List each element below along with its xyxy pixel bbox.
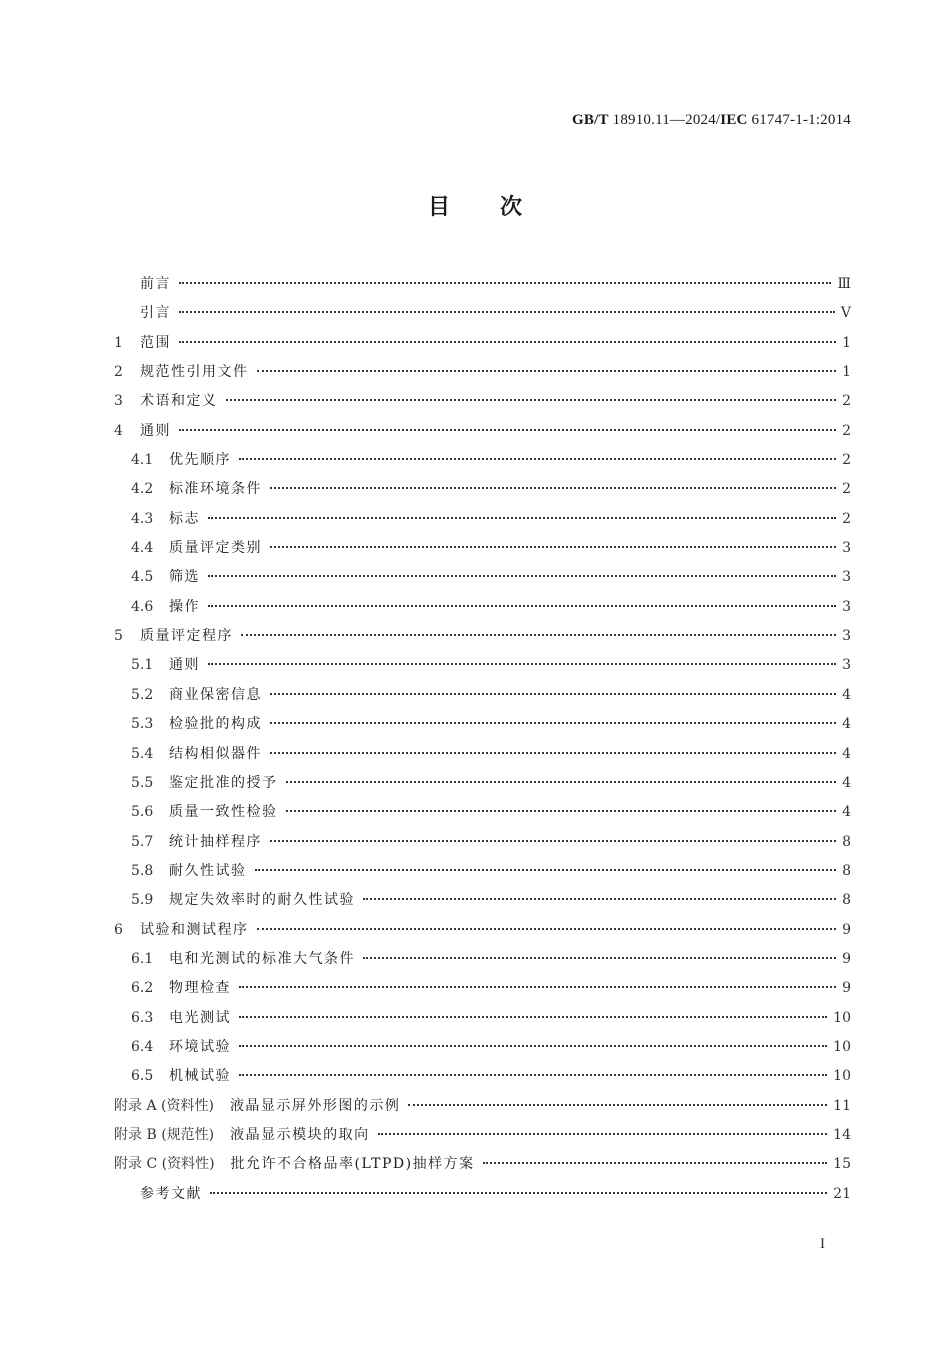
toc-entry-label: 前言 xyxy=(140,276,171,292)
toc-entry-page: 8 xyxy=(842,833,851,850)
toc-entry-label: 质量一致性检验 xyxy=(169,804,278,821)
toc-dot-leader xyxy=(270,840,836,842)
toc-entry-number: 附录 C (资料性) xyxy=(114,1156,215,1173)
toc-entry-number: 附录 A (资料性) xyxy=(114,1097,214,1114)
toc-entry-page: 2 xyxy=(842,481,851,498)
toc-entry[interactable] xyxy=(114,505,851,534)
toc-entry-label: 试验和测试程序 xyxy=(140,921,249,938)
toc-entry-label: 质量评定程序 xyxy=(140,628,233,645)
toc-entry[interactable] xyxy=(114,329,851,358)
toc-entry-number: 6.5 xyxy=(131,1068,154,1085)
toc-entry-label: 鉴定批准的授予 xyxy=(169,774,278,791)
toc-entry-number: 6 xyxy=(114,921,123,938)
toc-entry-label: 优先顺序 xyxy=(169,452,231,469)
standard-code-number: 18910.11—2024/ xyxy=(608,112,721,128)
toc-dot-leader xyxy=(239,1045,827,1047)
toc-dot-leader xyxy=(270,693,836,695)
toc-entry-page: 4 xyxy=(842,686,851,703)
toc-entry-page: 2 xyxy=(842,452,851,469)
standard-code-prefix: GB/T xyxy=(572,112,609,128)
toc-dot-leader xyxy=(378,1133,828,1135)
toc-entry-number: 5.7 xyxy=(131,833,154,850)
toc-entry-number: 5.3 xyxy=(131,716,154,733)
toc-dot-leader xyxy=(241,634,836,636)
toc-entry-page: 4 xyxy=(842,745,851,762)
toc-dot-leader xyxy=(270,722,836,724)
toc-entry-number: 4.1 xyxy=(131,452,154,469)
toc-entry-page: 3 xyxy=(842,569,851,586)
toc-entry[interactable] xyxy=(114,1004,851,1033)
toc-dot-leader xyxy=(179,429,836,431)
toc-entry-number: 3 xyxy=(114,393,123,410)
toc-entry[interactable] xyxy=(114,1150,851,1179)
toc-entry-number: 5.4 xyxy=(131,745,154,762)
toc-entry-number: 6.4 xyxy=(131,1038,154,1055)
toc-entry-number: 5.2 xyxy=(131,686,154,703)
toc-entry-page: 10 xyxy=(833,1068,851,1085)
toc-dot-leader xyxy=(257,928,837,930)
toc-entry-number: 5.8 xyxy=(131,862,154,879)
toc-entry-page: 9 xyxy=(842,950,851,967)
toc-entry[interactable] xyxy=(114,593,851,622)
toc-entry-page: 1 xyxy=(842,334,851,351)
toc-entry-page: 21 xyxy=(833,1185,851,1202)
toc-entry[interactable] xyxy=(114,270,851,299)
toc-entry-label: 商业保密信息 xyxy=(169,686,262,703)
toc-dot-leader xyxy=(255,869,837,871)
toc-entry-page: 3 xyxy=(842,540,851,557)
toc-entry[interactable] xyxy=(114,1062,851,1091)
toc-entry-number: 4.5 xyxy=(131,569,154,586)
toc-entry-page: 9 xyxy=(842,921,851,938)
toc-entry-page: 3 xyxy=(842,628,851,645)
toc-entry[interactable] xyxy=(114,1092,851,1121)
toc-entry-number: 6.2 xyxy=(131,980,154,997)
toc-entry[interactable] xyxy=(114,740,851,769)
iec-number: 61747-1-1:2014 xyxy=(747,112,851,128)
toc-entry[interactable] xyxy=(114,681,851,710)
toc-entry-label: 标志 xyxy=(169,510,200,527)
toc-entry-label: 电光测试 xyxy=(169,1009,231,1026)
toc-entry-number: 5.6 xyxy=(131,804,154,821)
toc-entry[interactable] xyxy=(114,974,851,1003)
toc-dot-leader xyxy=(239,1016,827,1018)
toc-entry[interactable] xyxy=(114,857,851,886)
toc-entry-page: Ⅴ xyxy=(840,305,851,322)
toc-entry-label: 电和光测试的标准大气条件 xyxy=(169,950,355,967)
toc-entry[interactable] xyxy=(114,1180,851,1209)
toc-entry-label: 筛选 xyxy=(169,569,200,586)
toc-entry-label: 引言 xyxy=(140,305,171,322)
toc-entry-label: 统计抽样程序 xyxy=(169,833,262,850)
toc-dot-leader xyxy=(270,546,836,548)
toc-entry-label: 通则 xyxy=(140,422,171,439)
toc-entry-number: 6.1 xyxy=(131,950,154,967)
toc-entry-page: Ⅲ xyxy=(837,276,851,292)
toc-entry-page: 8 xyxy=(842,892,851,909)
toc-entry-label: 标准环境条件 xyxy=(169,481,262,498)
toc-entry-label: 参考文献 xyxy=(140,1185,202,1202)
toc-dot-leader xyxy=(179,282,831,284)
toc-entry-label: 规范性引用文件 xyxy=(140,364,249,381)
toc-entry-label: 操作 xyxy=(169,598,200,615)
toc-dot-leader xyxy=(208,575,836,577)
toc-entry-page: 2 xyxy=(842,422,851,439)
toc-entry-label: 规定失效率时的耐久性试验 xyxy=(169,892,355,909)
toc-entry-page: 2 xyxy=(842,510,851,527)
toc-dot-leader xyxy=(363,898,836,900)
toc-entry-number: 4.6 xyxy=(131,598,154,615)
toc-entry-page: 4 xyxy=(842,774,851,791)
toc-dot-leader xyxy=(270,487,836,489)
toc-entry-number: 4.3 xyxy=(131,510,154,527)
toc-entry[interactable] xyxy=(114,916,851,945)
toc-entry-number: 附录 B (规范性) xyxy=(114,1126,215,1143)
toc-entry-page: 3 xyxy=(842,598,851,615)
toc-entry-label: 物理检查 xyxy=(169,980,231,997)
toc-entry-page: 1 xyxy=(842,364,851,381)
toc-entry-page: 2 xyxy=(842,393,851,410)
toc-dot-leader xyxy=(286,810,837,812)
toc-entry[interactable] xyxy=(114,769,851,798)
toc-entry-page: 3 xyxy=(842,657,851,674)
toc-entry-number: 4.4 xyxy=(131,540,154,557)
toc-dot-leader xyxy=(239,458,836,460)
toc-dot-leader xyxy=(257,370,837,372)
toc-entry-label: 批允许不合格品率(LTPD)抽样方案 xyxy=(230,1156,475,1173)
toc-entry[interactable] xyxy=(114,358,851,387)
toc-entry[interactable] xyxy=(114,1121,851,1150)
page-title: 目次 xyxy=(427,195,572,220)
toc-dot-leader xyxy=(270,752,836,754)
toc-entry-page: 8 xyxy=(842,862,851,879)
toc-entry-page: 9 xyxy=(842,980,851,997)
toc-dot-leader xyxy=(179,311,835,313)
toc-entry[interactable] xyxy=(114,651,851,680)
toc-entry-page: 4 xyxy=(842,804,851,821)
toc-entry-label: 通则 xyxy=(169,657,200,674)
toc-entry[interactable] xyxy=(114,945,851,974)
toc-entry-number: 2 xyxy=(114,364,123,381)
toc-entry[interactable] xyxy=(114,828,851,857)
toc-entry-number: 1 xyxy=(114,334,123,351)
toc-dot-leader xyxy=(210,1192,827,1194)
toc-dot-leader xyxy=(226,399,837,401)
toc-entry[interactable] xyxy=(114,710,851,739)
toc-dot-leader xyxy=(208,605,836,607)
toc-entry[interactable] xyxy=(114,534,851,563)
toc-entry-number: 5.1 xyxy=(131,657,154,674)
toc-entry[interactable] xyxy=(114,446,851,475)
toc-entry-label: 结构相似器件 xyxy=(169,745,262,762)
toc-entry[interactable] xyxy=(114,886,851,915)
toc-entry-label: 液晶显示屏外形图的示例 xyxy=(229,1097,401,1114)
toc-entry-number: 5.9 xyxy=(131,892,154,909)
toc-entry[interactable] xyxy=(114,798,851,827)
toc-entry[interactable] xyxy=(114,387,851,416)
toc-entry-label: 质量评定类别 xyxy=(169,540,262,557)
toc-entry-page: 10 xyxy=(833,1009,851,1026)
toc-dot-leader xyxy=(363,957,836,959)
toc-entry-label: 机械试验 xyxy=(169,1068,231,1085)
toc-entry[interactable] xyxy=(114,417,851,446)
toc-entry[interactable] xyxy=(114,563,851,592)
toc-entry-label: 环境试验 xyxy=(169,1038,231,1055)
toc-entry-page: 14 xyxy=(833,1126,851,1143)
toc-entry-page: 15 xyxy=(833,1156,851,1173)
toc-entry-label: 液晶显示模块的取向 xyxy=(230,1126,370,1143)
toc-dot-leader xyxy=(239,986,836,988)
standard-code-header xyxy=(572,112,851,129)
toc-entry-number: 4.2 xyxy=(131,481,154,498)
toc-entry[interactable] xyxy=(114,299,851,328)
toc-entry-page: 4 xyxy=(842,716,851,733)
toc-dot-leader xyxy=(239,1074,827,1076)
toc-dot-leader xyxy=(179,341,836,343)
toc-entry-number: 5 xyxy=(114,628,123,645)
toc-dot-leader xyxy=(483,1162,828,1164)
toc-entry[interactable] xyxy=(114,622,851,651)
page-number: I xyxy=(820,1236,825,1252)
toc-entry-label: 范围 xyxy=(140,334,171,351)
toc-dot-leader xyxy=(408,1104,827,1106)
toc-entry-number: 6.3 xyxy=(131,1009,154,1026)
toc-dot-leader xyxy=(208,517,836,519)
toc-entry-page: 10 xyxy=(833,1038,851,1055)
toc-entry[interactable] xyxy=(114,1033,851,1062)
toc-entry-label: 耐久性试验 xyxy=(169,862,247,879)
toc-entry[interactable] xyxy=(114,475,851,504)
toc-dot-leader xyxy=(286,781,837,783)
toc-entry-page: 11 xyxy=(833,1097,851,1114)
toc-entry-label: 术语和定义 xyxy=(140,393,218,410)
toc-entry-number: 5.5 xyxy=(131,774,154,791)
iec-prefix: IEC xyxy=(720,112,748,128)
toc-entry-number: 4 xyxy=(114,422,123,439)
toc-entry-label: 检验批的构成 xyxy=(169,716,262,733)
table-of-contents xyxy=(114,270,851,1209)
toc-dot-leader xyxy=(208,663,836,665)
